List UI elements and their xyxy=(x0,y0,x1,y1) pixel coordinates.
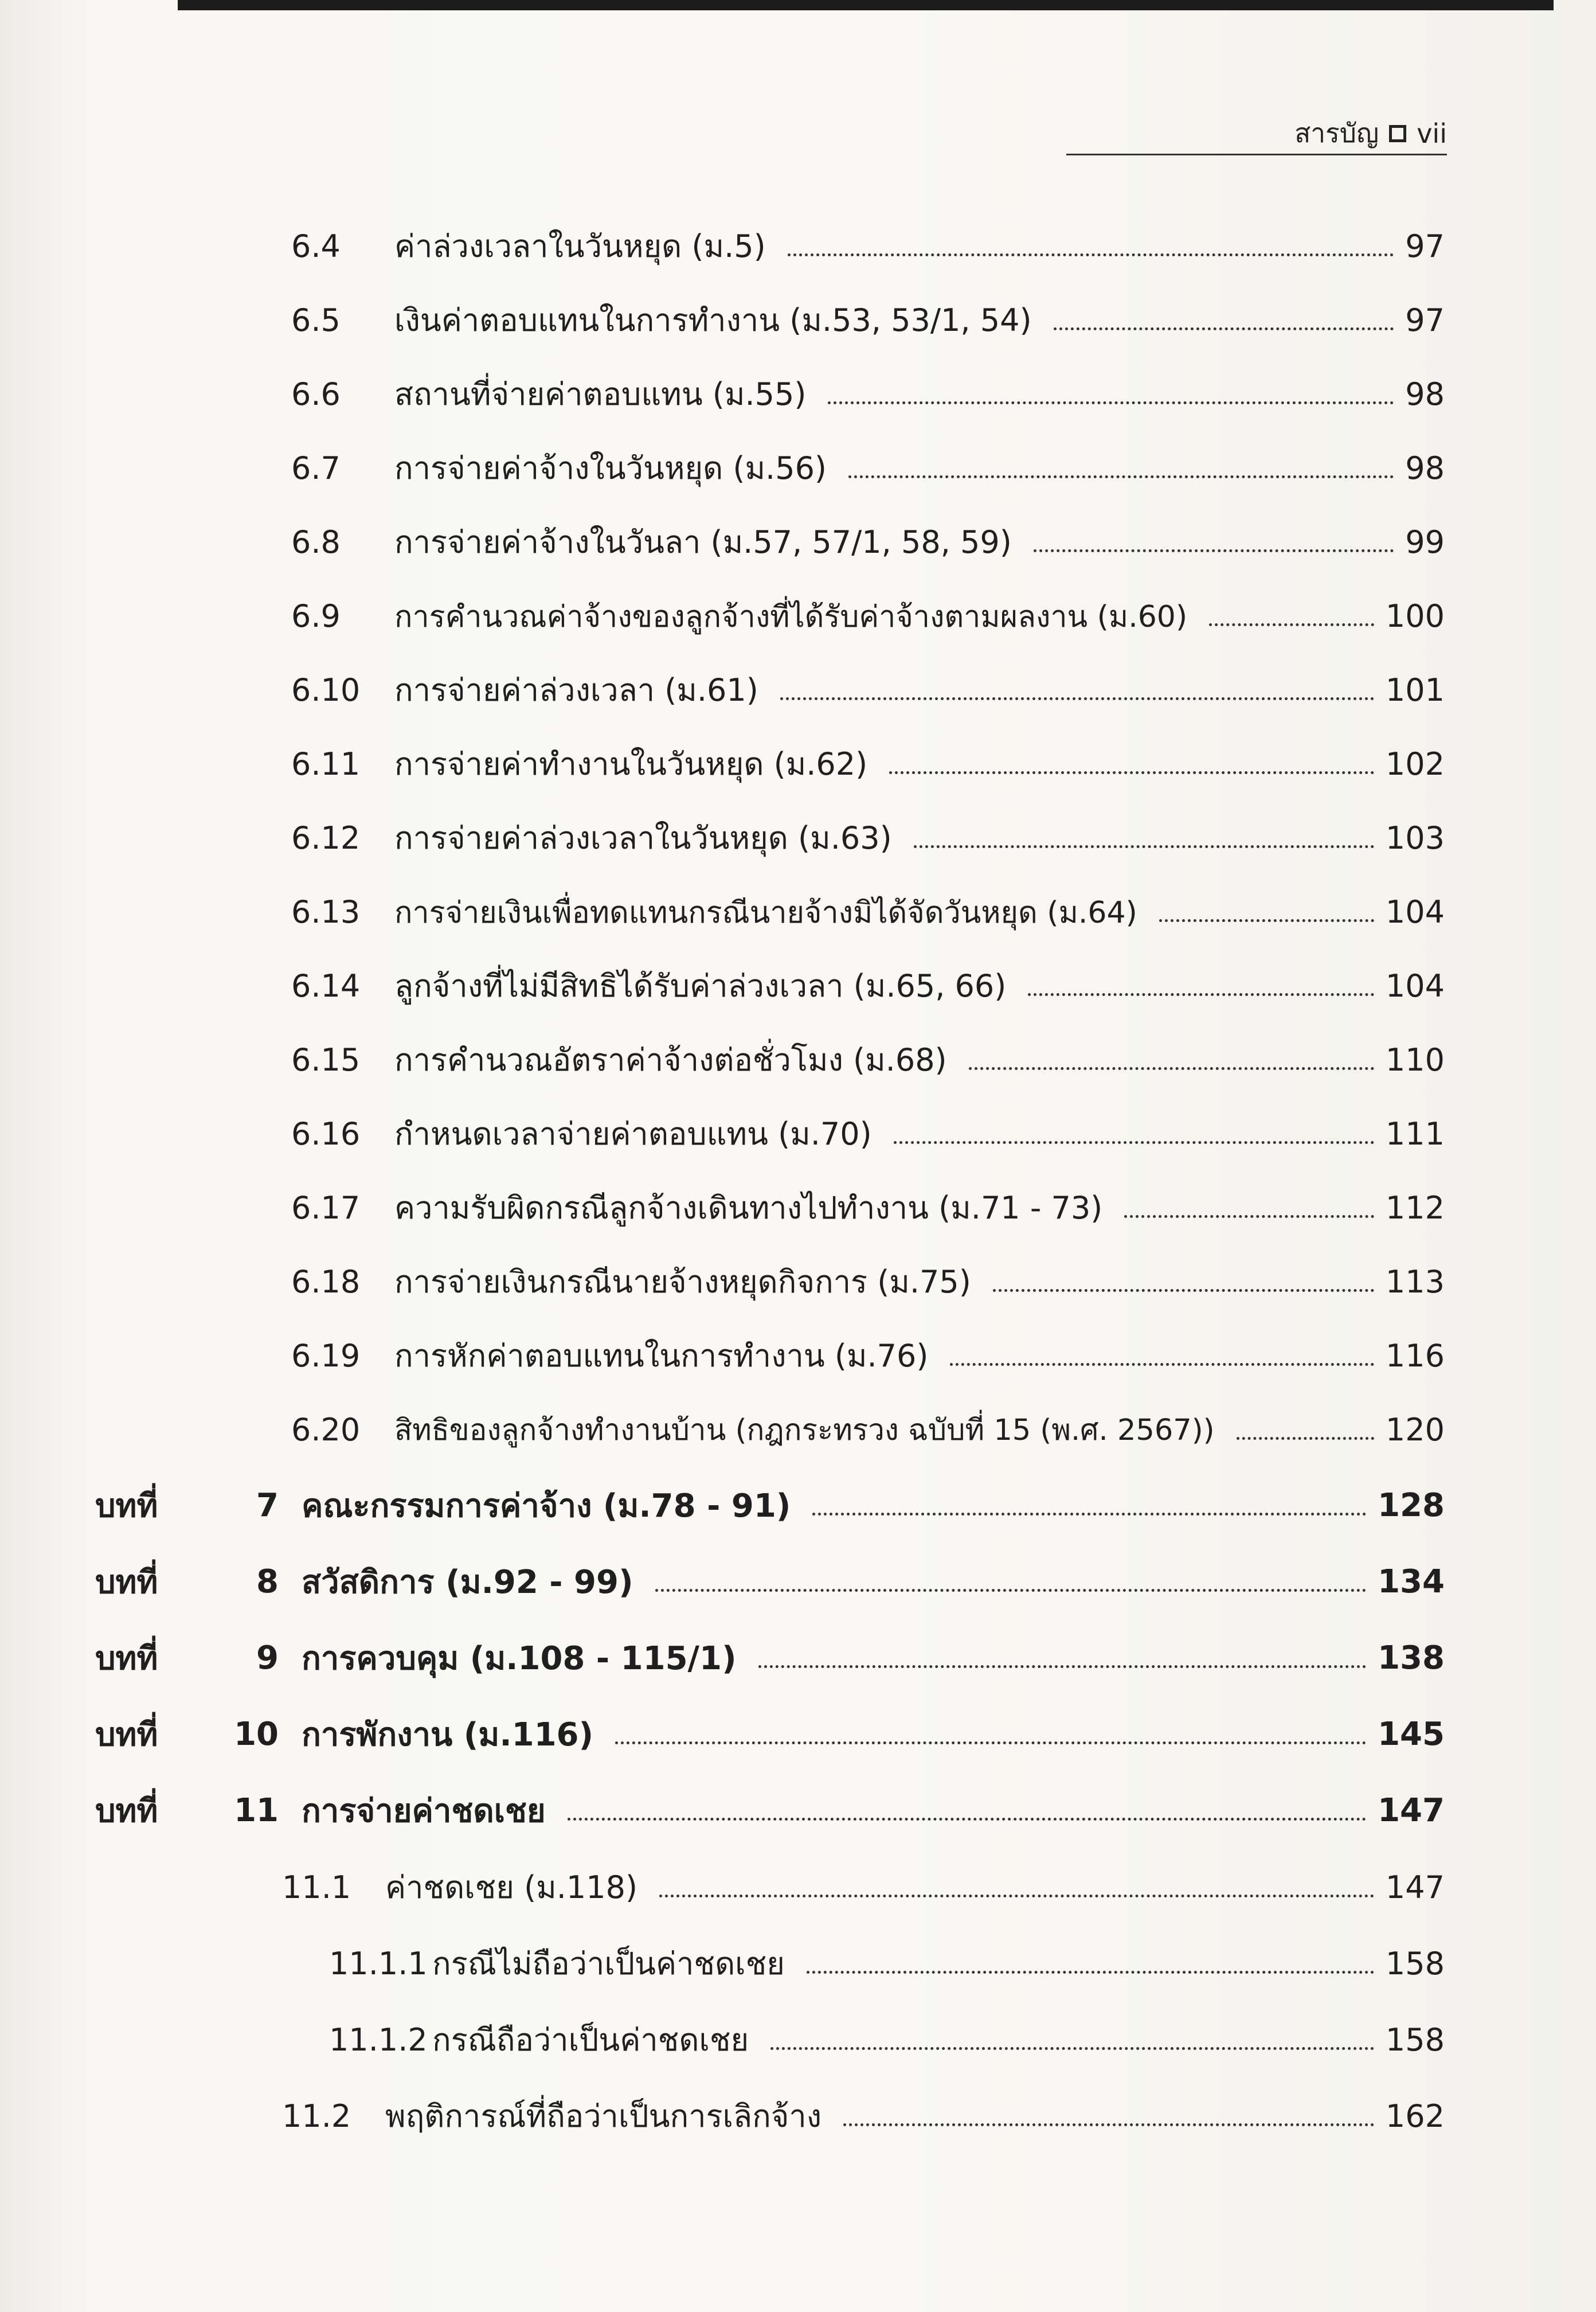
toc-entry-title: การจ่ายค่าล่วงเวลาในวันหยุด (ม.63) xyxy=(394,820,892,856)
toc-entry-page: 98 xyxy=(1405,450,1445,486)
toc-entry-page: 103 xyxy=(1385,819,1445,856)
toc-entry[interactable] xyxy=(291,1335,1445,1376)
dot-leader xyxy=(758,1665,1367,1668)
dot-leader xyxy=(828,401,1394,404)
toc-entry-number: 6.20 xyxy=(291,1411,361,1448)
chapter-entry[interactable] xyxy=(95,1485,1445,1525)
toc-entry-number: 6.17 xyxy=(291,1189,361,1226)
chapter-number: 7 xyxy=(256,1486,279,1524)
chapter-page: 138 xyxy=(1378,1639,1445,1677)
toc-entry-title: การจ่ายค่าจ้างในวันลา (ม.57, 57/1, 58, 59) xyxy=(394,524,1012,560)
toc-entry[interactable] xyxy=(291,744,1445,784)
toc-entry-page: 97 xyxy=(1405,228,1445,264)
toc-entry-number: 6.8 xyxy=(291,524,341,560)
toc-entry-number: 6.11 xyxy=(291,745,361,782)
chapter-number: 11 xyxy=(234,1791,279,1829)
dot-leader xyxy=(1034,549,1394,552)
toc-entry[interactable] xyxy=(291,374,1445,414)
toc-entry-title: พฤติการณ์ที่ถือว่าเป็นการเลิกจ้าง xyxy=(385,2098,822,2134)
dot-leader xyxy=(1237,1437,1374,1440)
chapter-number: 8 xyxy=(256,1563,279,1600)
toc-entry[interactable] xyxy=(291,1409,1445,1450)
dot-leader xyxy=(1209,623,1374,626)
chapter-page: 147 xyxy=(1378,1791,1445,1829)
toc-entry-title: การจ่ายค่าทำงานในวันหยุด (ม.62) xyxy=(394,746,868,782)
chapter-entry[interactable] xyxy=(95,1790,1445,1830)
dot-leader xyxy=(655,1589,1367,1592)
toc-subentry[interactable] xyxy=(329,1943,1445,1983)
header-page-number: vii xyxy=(1417,118,1447,149)
chapter-word: บทที่ xyxy=(95,1639,158,1677)
toc-entry-title: สถานที่จ่ายค่าตอบแทน (ม.55) xyxy=(394,376,807,412)
dot-leader xyxy=(788,253,1394,256)
toc-entry[interactable] xyxy=(291,1188,1445,1228)
chapter-word: บทที่ xyxy=(95,1792,158,1830)
chapter-title: การจ่ายค่าชดเชย xyxy=(302,1792,546,1830)
dot-leader xyxy=(894,1141,1374,1144)
dot-leader xyxy=(659,1895,1374,1897)
toc-subentry[interactable] xyxy=(282,2096,1445,2136)
dot-leader xyxy=(568,1818,1366,1821)
toc-entry[interactable] xyxy=(291,670,1445,710)
toc-entry[interactable] xyxy=(291,1114,1445,1154)
dot-leader xyxy=(1054,327,1394,330)
toc-entry[interactable] xyxy=(291,818,1445,858)
toc-entry-title: การจ่ายค่าล่วงเวลา (ม.61) xyxy=(394,672,758,708)
toc-entry-title: เงินค่าตอบแทนในการทำงาน (ม.53, 53/1, 54) xyxy=(394,302,1032,338)
toc-entry-number: 11.1.1 xyxy=(329,1945,428,1982)
toc-entry-number: 11.2 xyxy=(282,2098,351,2134)
toc-entry-page: 102 xyxy=(1385,745,1445,782)
toc-entry-page: 99 xyxy=(1405,524,1445,560)
toc-entry-number: 6.12 xyxy=(291,819,361,856)
toc-entry-page: 100 xyxy=(1385,597,1445,634)
toc-entry-number: 6.4 xyxy=(291,228,341,264)
toc-entry-number: 6.13 xyxy=(291,893,361,930)
chapter-number: 10 xyxy=(234,1715,279,1753)
chapter-entry[interactable] xyxy=(95,1638,1445,1678)
toc-entry[interactable] xyxy=(291,448,1445,488)
toc-entry-page: 113 xyxy=(1385,1263,1445,1300)
chapter-title: สวัสดิการ (ม.92 - 99) xyxy=(302,1563,633,1601)
dot-leader xyxy=(1028,993,1374,996)
chapter-entry[interactable] xyxy=(95,1561,1445,1602)
toc-entry-page: 112 xyxy=(1385,1189,1445,1226)
dot-leader xyxy=(1124,1215,1374,1218)
dot-leader xyxy=(848,475,1394,478)
toc-entry-page: 158 xyxy=(1385,2021,1445,2058)
dot-leader xyxy=(615,1741,1366,1744)
chapter-word: บทที่ xyxy=(95,1487,158,1525)
toc-entry[interactable] xyxy=(291,300,1445,340)
toc-entry-number: 6.5 xyxy=(291,302,341,338)
toc-entry-title: กำหนดเวลาจ่ายค่าตอบแทน (ม.70) xyxy=(394,1116,872,1152)
toc-entry-page: 147 xyxy=(1385,1869,1445,1905)
toc-subentry[interactable] xyxy=(282,1867,1445,1907)
toc-entry-number: 6.18 xyxy=(291,1263,361,1300)
toc-entry-page: 162 xyxy=(1385,2098,1445,2134)
toc-entry-title: การจ่ายค่าจ้างในวันหยุด (ม.56) xyxy=(394,450,827,486)
toc-entry-number: 6.6 xyxy=(291,376,341,412)
toc-entry-page: 158 xyxy=(1385,1945,1445,1982)
toc-entry-title: กรณีถือว่าเป็นค่าชดเชย xyxy=(432,2022,749,2058)
toc-entry-page: 110 xyxy=(1385,1041,1445,1078)
toc-entry-number: 6.16 xyxy=(291,1115,361,1152)
toc-entry[interactable] xyxy=(291,1262,1445,1302)
toc-entry-title: การหักค่าตอบแทนในการทำงาน (ม.76) xyxy=(394,1338,929,1374)
toc-entry-page: 104 xyxy=(1385,893,1445,930)
toc-entry-number: 6.14 xyxy=(291,967,361,1004)
chapter-number: 9 xyxy=(256,1639,279,1677)
chapter-entry[interactable] xyxy=(95,1714,1445,1754)
chapter-title: การควบคุม (ม.108 - 115/1) xyxy=(302,1639,737,1677)
toc-entry-title: การคำนวณอัตราค่าจ้างต่อชั่วโมง (ม.68) xyxy=(394,1042,947,1078)
chapter-page: 128 xyxy=(1378,1486,1445,1524)
toc-entry-title: สิทธิของลูกจ้างทำงานบ้าน (กฎกระทรวง ฉบับที่ 15 (พ.ศ. 2567)) xyxy=(394,1413,1215,1447)
toc-entry-number: 11.1.2 xyxy=(329,2021,428,2058)
dot-leader xyxy=(807,1971,1374,1974)
toc-entry-page: 101 xyxy=(1385,671,1445,708)
header-label: สารบัญ xyxy=(1294,118,1379,149)
dot-leader xyxy=(770,2047,1374,2050)
chapter-title: การพักงาน (ม.116) xyxy=(302,1716,594,1753)
toc-entry[interactable] xyxy=(291,596,1445,636)
dot-leader xyxy=(843,2123,1374,2126)
toc-entry-number: 6.19 xyxy=(291,1337,361,1374)
dot-leader xyxy=(1159,919,1374,922)
chapter-page: 145 xyxy=(1378,1715,1445,1753)
toc-entry-title: กรณีไม่ถือว่าเป็นค่าชดเชย xyxy=(432,1946,785,1982)
toc-entry-number: 6.10 xyxy=(291,671,361,708)
toc-entry-title: ค่าชดเชย (ม.118) xyxy=(385,1869,638,1905)
dot-leader xyxy=(969,1067,1374,1070)
toc-entry-number: 6.15 xyxy=(291,1041,361,1078)
toc-entry-number: 6.7 xyxy=(291,450,341,486)
toc-entry[interactable] xyxy=(291,226,1445,266)
toc-entry[interactable] xyxy=(291,1040,1445,1080)
chapter-word: บทที่ xyxy=(95,1563,158,1601)
dot-leader xyxy=(914,845,1374,848)
toc-entry-page: 97 xyxy=(1405,302,1445,338)
chapter-title: คณะกรรมการค่าจ้าง (ม.78 - 91) xyxy=(302,1487,791,1525)
toc-entry-title: การคำนวณค่าจ้างของลูกจ้างที่ได้รับค่าจ้างตามผลงาน (ม.60) xyxy=(394,599,1188,634)
toc-entry-title: ค่าล่วงเวลาในวันหยุด (ม.5) xyxy=(394,228,766,264)
dot-leader xyxy=(889,771,1374,774)
toc-entry-page: 116 xyxy=(1385,1337,1445,1374)
toc-entry[interactable] xyxy=(291,892,1445,932)
dot-leader xyxy=(780,697,1374,700)
toc-entry-number: 6.9 xyxy=(291,597,341,634)
chapter-word: บทที่ xyxy=(95,1716,158,1753)
toc-entry-title: ลูกจ้างที่ไม่มีสิทธิได้รับค่าล่วงเวลา (ม.65, 66) xyxy=(394,968,1007,1004)
toc-entry-title: ความรับผิดกรณีลูกจ้างเดินทางไปทำงาน (ม.71 - 73) xyxy=(394,1190,1103,1226)
toc-entry-page: 104 xyxy=(1385,967,1445,1004)
toc-entry[interactable] xyxy=(291,522,1445,562)
toc-entry[interactable] xyxy=(291,966,1445,1006)
toc-entry-title: การจ่ายเงินกรณีนายจ้างหยุดกิจการ (ม.75) xyxy=(394,1264,971,1300)
toc-entry-number: 11.1 xyxy=(282,1869,351,1905)
toc-entry-title: การจ่ายเงินเพื่อทดแทนกรณีนายจ้างมิได้จัดวันหยุด (ม.64) xyxy=(394,895,1137,930)
toc-entry-page: 111 xyxy=(1385,1115,1445,1152)
dot-leader xyxy=(812,1513,1366,1516)
toc-entry-page: 98 xyxy=(1405,376,1445,412)
chapter-page: 134 xyxy=(1378,1563,1445,1600)
dot-leader xyxy=(993,1289,1374,1292)
dot-leader xyxy=(950,1363,1374,1366)
toc-subentry[interactable] xyxy=(329,2020,1445,2060)
toc-entry-page: 120 xyxy=(1385,1411,1445,1448)
